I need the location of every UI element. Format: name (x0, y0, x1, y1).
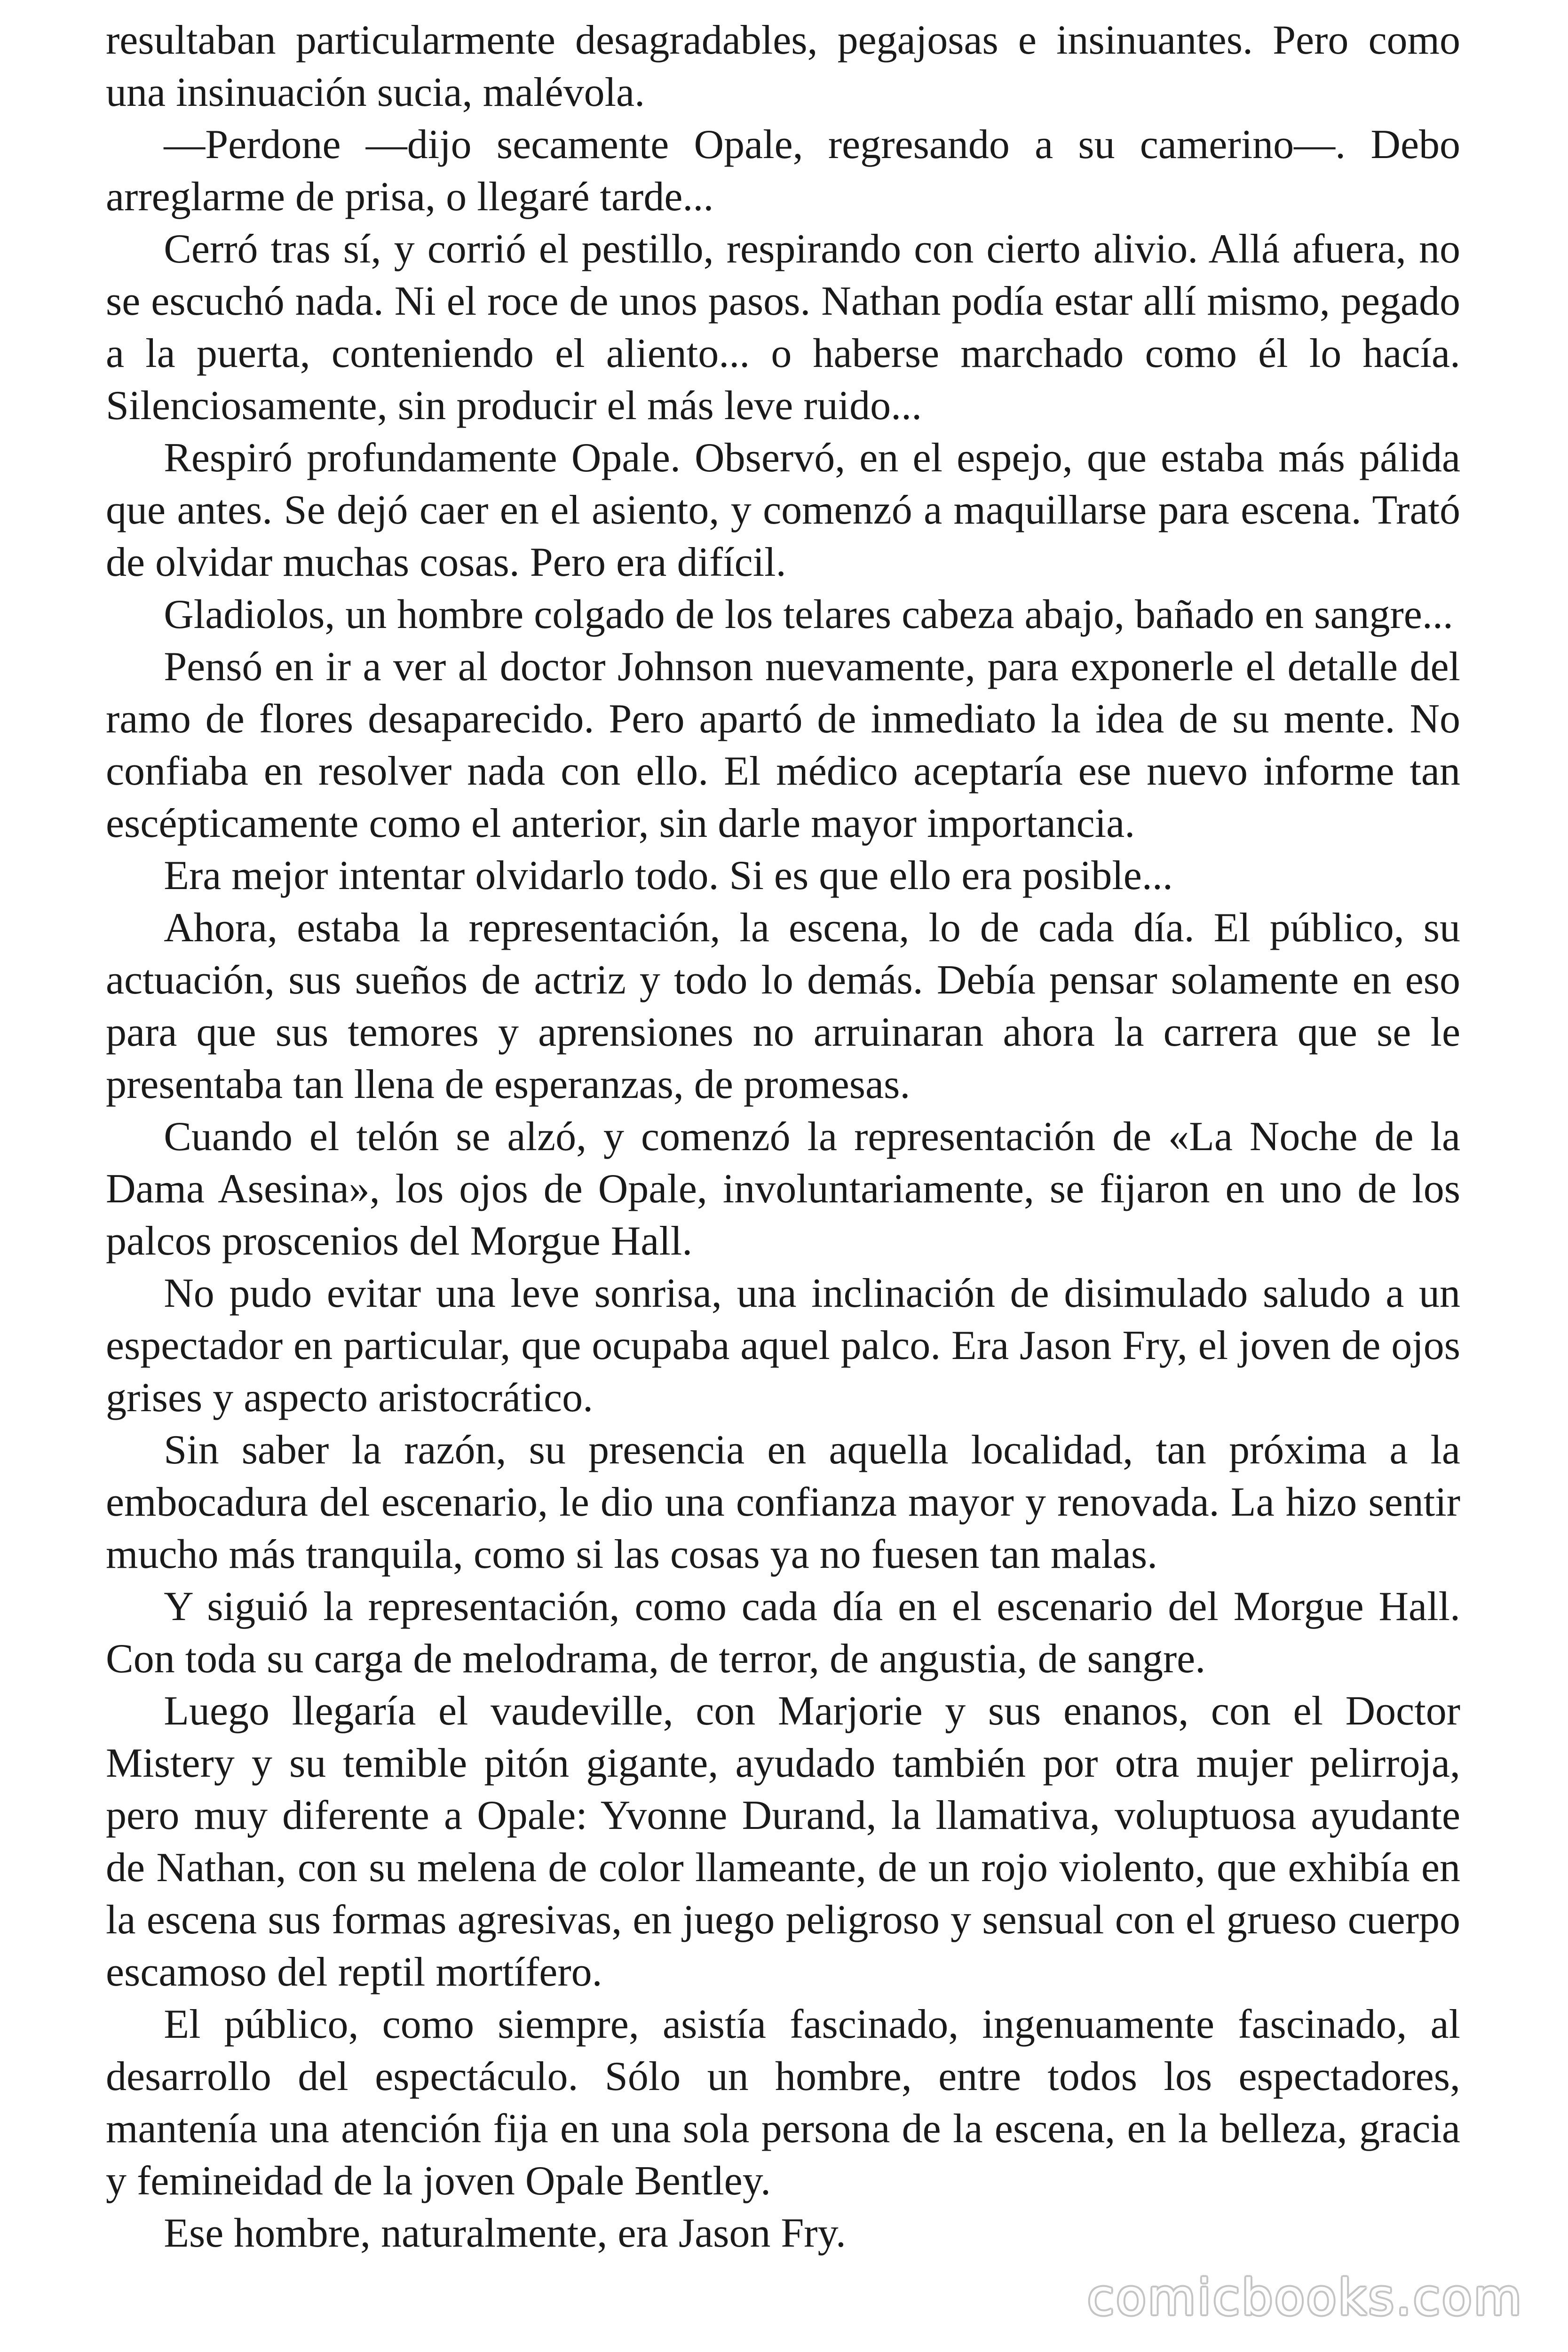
paragraph: Cerró tras sí, y corrió el pestillo, respirando con cierto alivio. Allá afuera, no se escuchó nada. Ni el roce de unos pasos. Nathan podía estar allí mismo, pegado a la puerta, conteniendo el aliento... o haberse marchado como él lo hacía. Silenciosamente, sin producir el más leve ruido... (106, 226, 1460, 429)
paragraph: Sin saber la razón, su presencia en aquella localidad, tan próxima a la embocadura del escenario, le dio una confianza mayor y renovada. La hizo sentir mucho más tranquila, como si las cosas ya no fuesen tan malas. (106, 1427, 1460, 1577)
paragraph: No pudo evitar una leve sonrisa, una inclinación de disimulado saludo a un espectador en particular, que ocupaba aquel palco. Era Jason Fry, el joven de ojos grises y aspecto aristocrático. (106, 1271, 1460, 1421)
paragraph: Ahora, estaba la representación, la escena, lo de cada día. El público, su actuación, sus sueños de actriz y todo lo demás. Debía pensar solamente en eso para que sus temores y aprensiones no arruinaran ahora la carrera que se le presentaba tan llena de esperanzas, de promesas. (106, 905, 1460, 1107)
paragraph: Cuando el telón se alzó, y comenzó la representación de «La Noche de la Dama Asesina», los ojos de Opale, involuntariamente, se fijaron en uno de los palcos proscenios del Morgue Hall. (106, 1114, 1460, 1264)
paragraph: Y siguió la representación, como cada día en el escenario del Morgue Hall. Con toda su carga de melodrama, de terror, de angustia, de sangre. (106, 1584, 1460, 1682)
paragraph: Luego llegaría el vaudeville, con Marjorie y sus enanos, con el Doctor Mistery y su temible pitón gigante, ayudado también por otra mujer pelirroja, pero muy diferente a Opale: Yvonne Durand, la llamativa, voluptuosa ayudante de Nathan, con su melena de color llameante, de un rojo violento, que exhibía en la escena sus formas agresivas, en juego peligroso y sensual con el grueso cuerpo escamoso del reptil mortífero. (106, 1688, 1460, 1995)
paragraph: Ese hombre, naturalmente, era Jason Fry. (164, 2210, 846, 2256)
watermark-logo: comicbooks.com (1087, 2269, 1523, 2326)
paragraph: Respiró profundamente Opale. Observó, en el espejo, que estaba más pálida que antes. Se dejó caer en el asiento, y comenzó a maquillarse para escena. Trató de olvidar muchas cosas. Pero era difícil. (106, 435, 1460, 585)
paragraph-continuation: resultaban particularmente desagradables, pegajosas e insinuantes. Pero como una insinuación sucia, malévola. (106, 17, 1460, 115)
paragraph: —Perdone —dijo secamente Opale, regresando a su camerino—. Debo arreglarme de prisa, o llegaré tarde... (106, 122, 1460, 220)
paragraph: Era mejor intentar olvidarlo todo. Si es que ello era posible... (164, 853, 1173, 898)
paragraph: El público, como siempre, asistía fascinado, ingenuamente fascinado, al desarrollo del espectáculo. Sólo un hombre, entre todos los espectadores, mantenía una atención fija en una sola persona de la escena, en la belleza, gracia y femineidad de la joven Opale Bentley. (106, 2002, 1460, 2204)
book-page-text (106, 14, 1460, 2259)
paragraph: Pensó en ir a ver al doctor Johnson nuevamente, para exponerle el detalle del ramo de flores desaparecido. Pero apartó de inmediato la idea de su mente. No confiaba en resolver nada con ello. El médico aceptaría ese nuevo informe tan escépticamente como el anterior, sin darle mayor importancia. (106, 644, 1460, 846)
paragraph: Gladiolos, un hombre colgado de los telares cabeza abajo, bañado en sangre... (164, 592, 1453, 637)
